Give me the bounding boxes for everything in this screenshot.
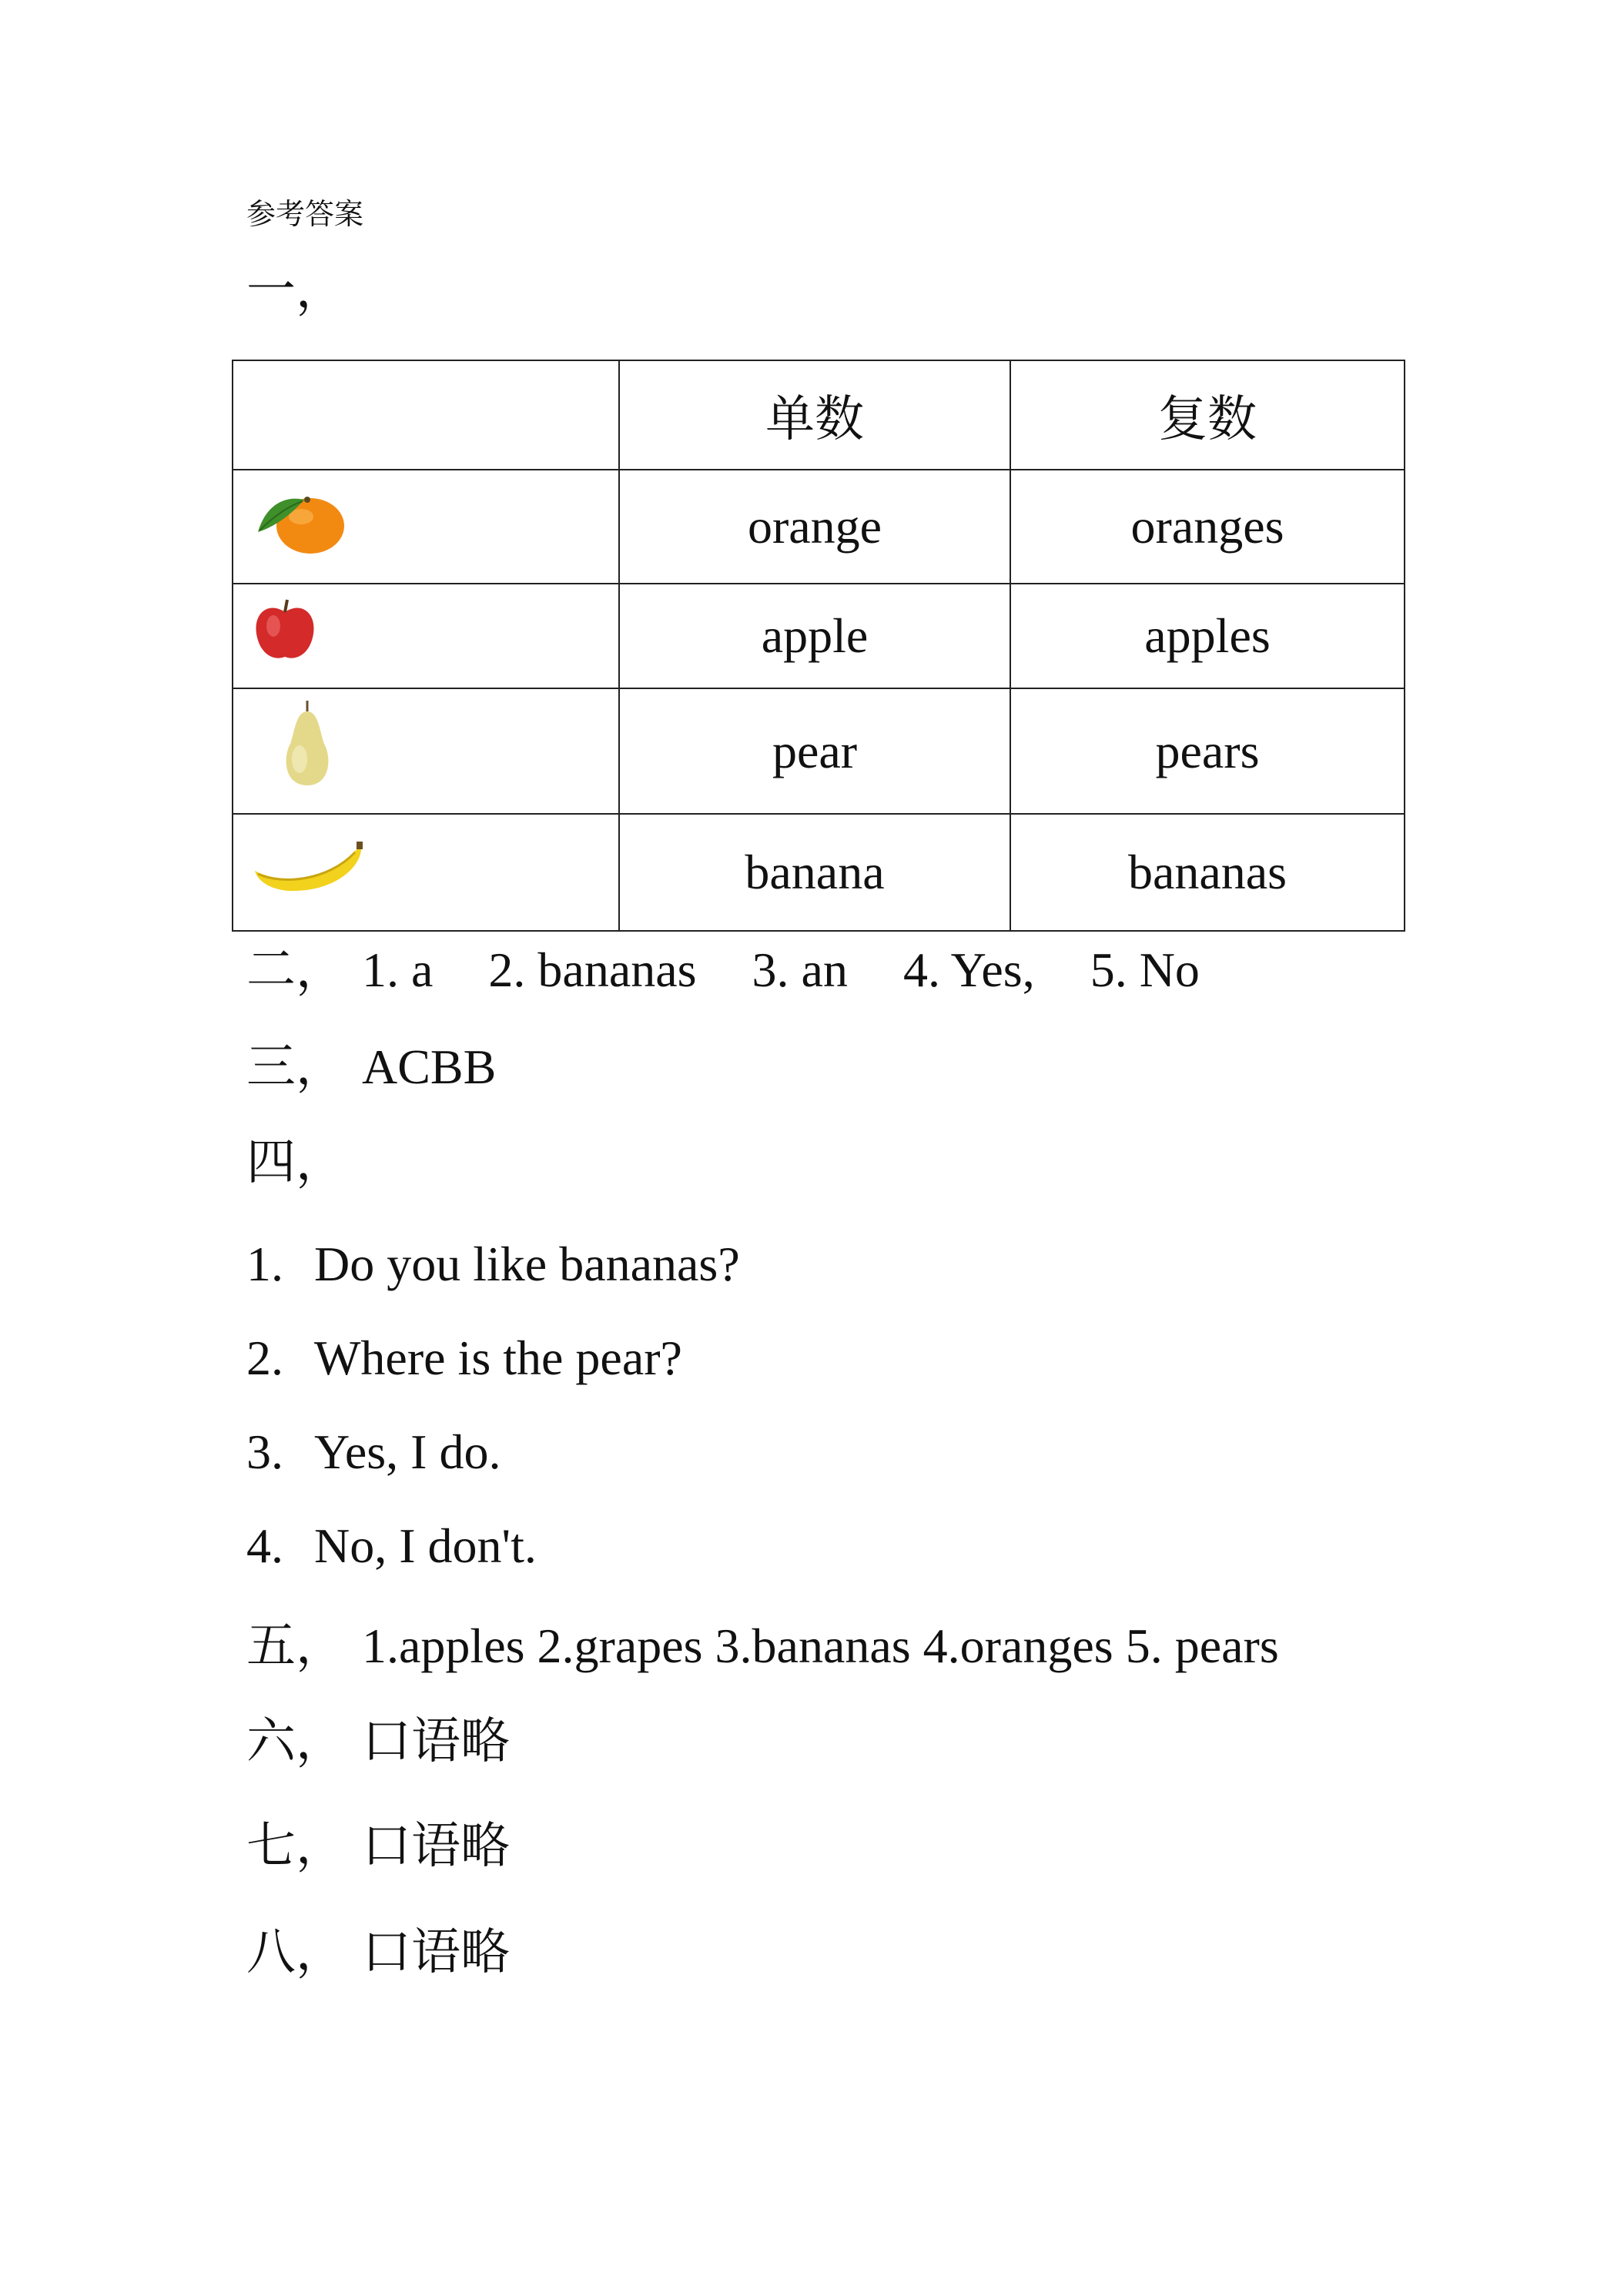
header-cell-plural: 复数 bbox=[1010, 360, 1405, 470]
table-row bbox=[233, 814, 1405, 931]
section-8-answer: 口语略 bbox=[362, 1924, 510, 1981]
table-row bbox=[233, 688, 1405, 814]
list-item bbox=[246, 1515, 537, 1577]
singular-cell: pear bbox=[619, 688, 1010, 814]
table-header-row bbox=[233, 360, 1405, 470]
plural-cell: apples bbox=[1010, 584, 1405, 688]
plural-cell: pears bbox=[1010, 688, 1405, 814]
fruit-image-cell bbox=[233, 688, 619, 814]
answer-item: 1. a bbox=[362, 942, 434, 997]
fruit-image-cell bbox=[233, 814, 619, 931]
singular-cell: banana bbox=[619, 814, 1010, 931]
table-row bbox=[233, 584, 1405, 688]
section-3 bbox=[246, 1036, 496, 1098]
singular-cell: apple bbox=[619, 584, 1010, 688]
singular-cell: orange bbox=[619, 470, 1010, 584]
section-6-answer: 口语略 bbox=[362, 1713, 510, 1770]
answer-item: 3. an bbox=[752, 942, 848, 997]
section-7 bbox=[246, 1816, 510, 1877]
fruit-table bbox=[232, 360, 1405, 932]
list-item-number: 2. bbox=[246, 1330, 283, 1385]
list-item bbox=[246, 1421, 501, 1483]
section-7-answer: 口语略 bbox=[362, 1818, 510, 1875]
section-5-label: 五， bbox=[246, 1618, 345, 1675]
header-cell-singular: 单数 bbox=[619, 360, 1010, 470]
list-item-number: 3. bbox=[246, 1424, 283, 1479]
list-item-text: Where is the pear? bbox=[314, 1330, 682, 1385]
fruit-image-cell bbox=[233, 470, 619, 584]
section-8 bbox=[246, 1922, 510, 1983]
section-2 bbox=[246, 939, 1200, 1001]
section-3-answer: ACBB bbox=[362, 1039, 497, 1094]
list-item bbox=[246, 1233, 740, 1295]
section-5-answer: 1.apples 2.grapes 3.bananas 4.oranges 5. pears bbox=[362, 1618, 1279, 1673]
apple-icon bbox=[250, 595, 320, 664]
section-2-label: 二， bbox=[246, 942, 345, 999]
section-7-label: 七， bbox=[246, 1818, 345, 1875]
list-item-text: Yes, I do. bbox=[314, 1424, 501, 1479]
list-item-number: 1. bbox=[246, 1237, 283, 1291]
list-item-text: No, I don't. bbox=[314, 1518, 537, 1573]
answer-item: 5. No bbox=[1090, 942, 1200, 997]
pear-icon bbox=[250, 699, 350, 792]
plural-cell: bananas bbox=[1010, 814, 1405, 931]
page-caption: 参考答案 bbox=[246, 197, 364, 231]
fruit-image-cell bbox=[233, 584, 619, 688]
section-5 bbox=[246, 1615, 1279, 1677]
answer-item: 4. Yes, bbox=[902, 942, 1035, 997]
section-6 bbox=[246, 1711, 510, 1772]
section-6-label: 六， bbox=[246, 1713, 345, 1770]
section-1-label: 一， bbox=[246, 262, 345, 319]
list-item bbox=[246, 1327, 682, 1389]
banana-icon bbox=[250, 835, 366, 897]
list-item-number: 4. bbox=[246, 1518, 283, 1573]
table-row bbox=[233, 470, 1405, 584]
section-4-label: 四， bbox=[246, 1134, 345, 1191]
header-cell-empty bbox=[233, 360, 619, 470]
list-item-text: Do you like bananas? bbox=[314, 1237, 740, 1291]
answer-item: 2. bananas bbox=[488, 942, 697, 997]
section-8-label: 八， bbox=[246, 1924, 345, 1981]
section-3-label: 三， bbox=[246, 1039, 345, 1096]
orange-icon bbox=[250, 486, 350, 555]
plural-cell: oranges bbox=[1010, 470, 1405, 584]
